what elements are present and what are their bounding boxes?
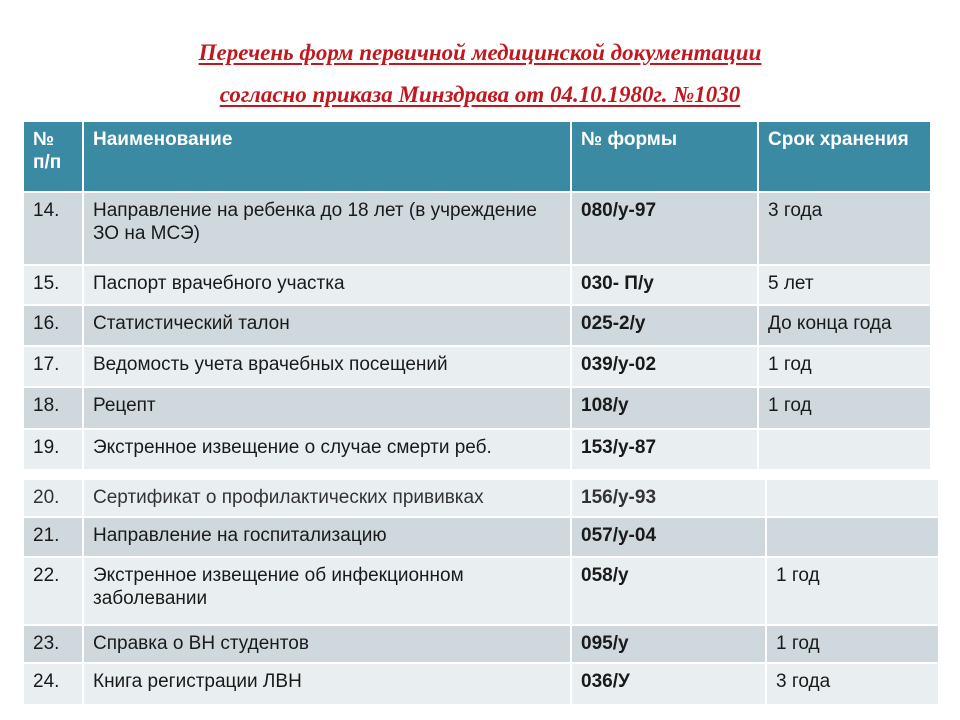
row-form: 156/у-93 xyxy=(571,479,766,517)
row-term: 1 год xyxy=(758,387,931,429)
row-form: 095/у xyxy=(571,625,766,663)
row-number: 20. xyxy=(23,479,83,517)
row-form: 108/у xyxy=(571,387,758,429)
table-row xyxy=(23,387,931,429)
table-row xyxy=(23,265,931,305)
table-row xyxy=(23,625,939,663)
row-term: 1 год xyxy=(766,625,939,663)
row-form: 039/у-02 xyxy=(571,346,758,387)
table-row xyxy=(23,192,931,265)
forms-table-lower xyxy=(22,478,940,706)
row-number: 15. xyxy=(23,265,83,305)
row-form: 036/У xyxy=(571,663,766,705)
table-row xyxy=(23,346,931,387)
row-term xyxy=(758,429,931,470)
table-row xyxy=(23,305,931,346)
row-name: Экстренное извещение об инфекционном заболевании xyxy=(83,557,571,625)
row-number: 14. xyxy=(23,192,83,265)
row-term: 3 года xyxy=(766,663,939,705)
page-title-line-2: согласно приказа Минздрава от 04.10.1980г. №1030 xyxy=(219,82,741,107)
table-row xyxy=(23,663,939,705)
row-term: 5 лет xyxy=(758,265,931,305)
table-row xyxy=(23,557,939,625)
row-term xyxy=(766,517,939,557)
header-number: № п/п xyxy=(23,121,83,192)
page-title-line-1: Перечень форм первичной медицинской документации xyxy=(198,40,762,65)
row-form: 057/у-04 xyxy=(571,517,766,557)
row-form: 080/у-97 xyxy=(571,192,758,265)
row-name: Экстренное извещение о случае смерти реб. xyxy=(83,429,571,470)
row-number: 22. xyxy=(23,557,83,625)
row-number: 16. xyxy=(23,305,83,346)
row-term xyxy=(766,479,939,517)
table-row xyxy=(23,429,931,470)
table-header-row xyxy=(23,121,931,192)
row-form: 025-2/у xyxy=(571,305,758,346)
row-number: 23. xyxy=(23,625,83,663)
row-name: Справка о ВН студентов xyxy=(83,625,571,663)
row-term: 3 года xyxy=(758,192,931,265)
row-term: До конца года xyxy=(758,305,931,346)
row-name: Рецепт xyxy=(83,387,571,429)
header-form-number: № формы xyxy=(571,121,758,192)
table-row xyxy=(23,517,939,557)
header-name: Наименование xyxy=(83,121,571,192)
row-number: 17. xyxy=(23,346,83,387)
row-term: 1 год xyxy=(758,346,931,387)
row-name: Ведомость учета врачебных посещений xyxy=(83,346,571,387)
row-number: 24. xyxy=(23,663,83,705)
row-number: 21. xyxy=(23,517,83,557)
row-form: 030- П/у xyxy=(571,265,758,305)
row-name: Направление на госпитализацию xyxy=(83,517,571,557)
header-storage-term: Срок хранения xyxy=(758,121,931,192)
row-term: 1 год xyxy=(766,557,939,625)
table-row xyxy=(23,479,939,517)
row-name: Сертификат о профилактических прививках xyxy=(83,479,571,517)
row-name: Паспорт врачебного участка xyxy=(83,265,571,305)
row-name: Статистический талон xyxy=(83,305,571,346)
row-name: Направление на ребенка до 18 лет (в учреждение ЗО на МСЭ) xyxy=(83,192,571,265)
row-name: Книга регистрации ЛВН xyxy=(83,663,571,705)
row-number: 19. xyxy=(23,429,83,470)
forms-table-upper xyxy=(22,120,932,471)
row-form: 058/у xyxy=(571,557,766,625)
row-form: 153/у-87 xyxy=(571,429,758,470)
row-number: 18. xyxy=(23,387,83,429)
